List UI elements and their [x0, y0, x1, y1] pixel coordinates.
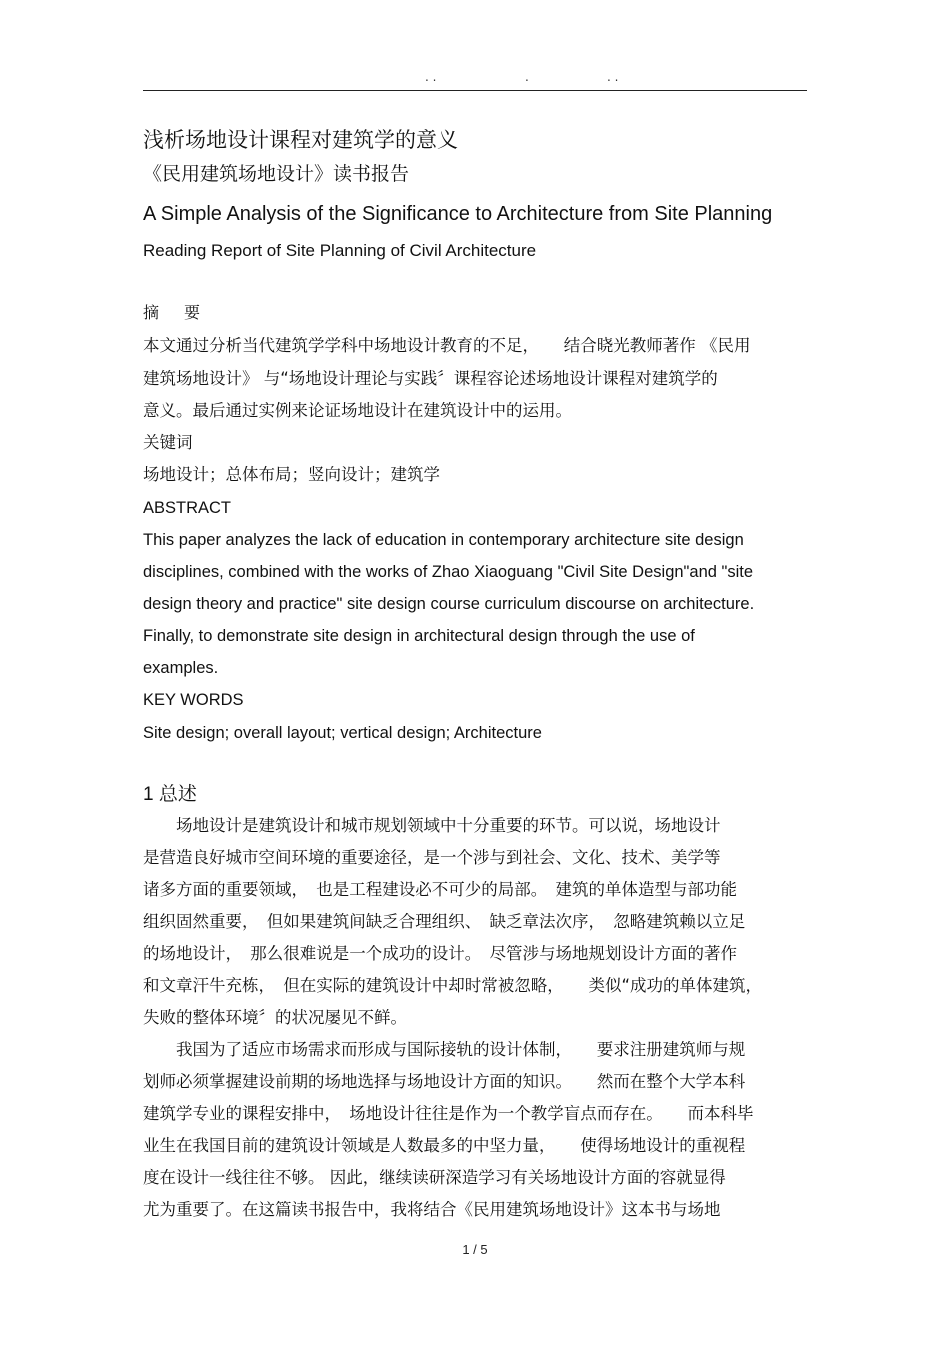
body-line: 尤为重要了。在这篇读书报告中，我将结合《民用建筑场地设计》这本书与场地: [143, 1200, 721, 1219]
header-rule: [143, 90, 807, 91]
body-line: 场地设计是建筑设计和城市规划领域中十分重要的环节。可以说，场地设计: [143, 816, 721, 835]
header-dot-group: . .: [425, 70, 437, 84]
body-line: 我国为了适应市场需求而形成与国际接轨的设计体制， 要求注册建筑师与规: [143, 1040, 746, 1059]
body-line: 失败的整体环境〞的状况屡见不鲜。: [143, 1008, 407, 1027]
english-abstract-line: examples.: [143, 659, 219, 677]
header-dots: [140, 70, 807, 90]
body-line: 度在设计一线往往不够。 因此，继续读研深造学习有关场地设计方面的容就显得: [143, 1168, 726, 1187]
body-line: 组织固然重要， 但如果建筑间缺乏合理组织、 缺乏章法次序， 忽略建筑赖以立足: [143, 912, 746, 931]
english-abstract-line: This paper analyzes the lack of education in contemporary architecture site design: [143, 531, 744, 549]
body-line: 和文章汗牛充栋， 但在实际的建筑设计中却时常被忽略， 类似“成功的单体建筑，: [143, 976, 763, 995]
english-abstract-line: disciplines, combined with the works of Zhao Xiaoguang "Civil Site Design"and "site: [143, 563, 754, 581]
body-line: 是营造良好城市空间环境的重要途径，是一个涉与到社会、文化、技术、美学等: [143, 848, 721, 867]
keywords-text: 场地设计；总体布局；竖向设计；建筑学: [143, 465, 440, 484]
section-heading: 1 总述: [143, 784, 197, 805]
body-line: 划师必须掌握建设前期的场地选择与场地设计方面的知识。 然而在整个大学本科: [143, 1072, 746, 1091]
body-line: 的场地设计， 那么很难说是一个成功的设计。 尽管涉与场地规划设计方面的著作: [143, 944, 737, 963]
body-line: 业生在我国目前的建筑设计领域是人数最多的中坚力量， 使得场地设计的重视程: [143, 1136, 746, 1155]
abstract-line: 意义。最后通过实例来论证场地设计在建筑设计中的运用。: [143, 401, 572, 420]
english-abstract-heading: ABSTRACT: [143, 499, 232, 517]
body-line: 建筑学专业的课程安排中， 场地设计往往是作为一个教学盲点而存在。 而本科毕: [143, 1104, 754, 1123]
page-number: 1 / 5: [462, 1242, 488, 1257]
chinese-title: 浅析场地设计课程对建筑学的意义: [143, 128, 458, 152]
header-dot-group: .: [525, 70, 529, 84]
keywords-heading: 关键词: [143, 433, 193, 452]
english-title: A Simple Analysis of the Significance to Architecture from Site Planning: [143, 203, 773, 225]
english-abstract-line: design theory and practice" site design course curriculum discourse on architecture.: [143, 595, 755, 613]
abstract-heading-char: 摘: [143, 303, 160, 322]
abstract-heading-char: 要: [184, 303, 201, 322]
english-abstract-line: Finally, to demonstrate site design in architectural design through the use of: [143, 627, 695, 645]
body-line: 诸多方面的重要领域， 也是工程建设必不可少的局部。 建筑的单体造型与部功能: [143, 880, 737, 899]
english-keywords-heading: KEY WORDS: [143, 691, 244, 709]
abstract-line: 本文通过分析当代建筑学学科中场地设计教育的不足， 结合晓光教师著作 《民用: [143, 336, 751, 355]
chinese-abstract-heading: [143, 305, 200, 321]
chinese-subtitle: 《民用建筑场地设计》读书报告: [143, 163, 410, 185]
english-keywords-text: Site design; overall layout; vertical design; Architecture: [143, 724, 542, 742]
abstract-line: 建筑场地设计》 与“场地设计理论与实践〞课程容论述场地设计课程对建筑学的: [143, 369, 718, 388]
header-dot-group: . .: [607, 70, 619, 84]
english-subtitle: Reading Report of Site Planning of Civil Architecture: [143, 241, 537, 260]
